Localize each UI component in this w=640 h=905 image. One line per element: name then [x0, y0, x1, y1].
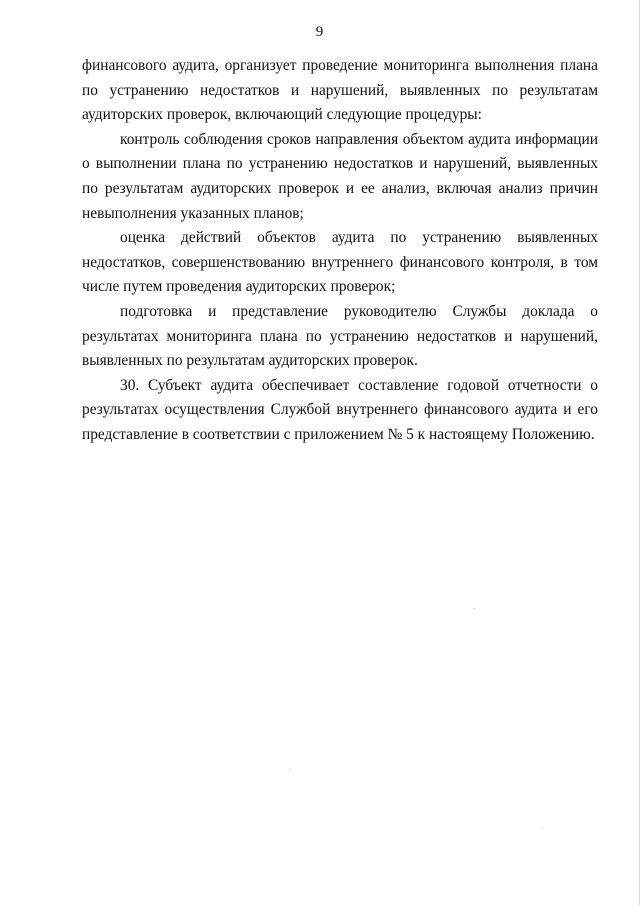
paragraph-procedure-report: подготовка и представление руководителю Службы доклада о результатах мониторинга плана по устранению недостатков и нарушений, выявленных по результатам аудиторских проверок.: [82, 302, 598, 370]
paragraph-procedure-assessment: оценка действий объектов аудита по устранению выявленных недостатков, совершенствованию внутреннего финансового контроля, в том числе путем проведения аудиторских проверок;: [82, 229, 598, 296]
document-body: [82, 54, 598, 448]
paragraph-procedure-deadline-control: контроль соблюдения сроков направления объектом аудита информации о выполнении плана по устранению недостатков и нарушений, выявленных по результатам аудиторских проверок и ее анализ, включая анализ причин невыполнения указанных планов;: [82, 130, 598, 222]
scan-speck: [474, 608, 475, 609]
paragraph-continuation: финансового аудита, организует проведение мониторинга выполнения плана по устранению недостатков и нарушений, выявленных по результатам аудиторских проверок, включающий следующие процедуры:: [82, 57, 598, 124]
paragraph-item-30: 30. Субъект аудита обеспечивает составление годовой отчетности о результатах осуществления Службой внутреннего финансового аудита и его представление в соответствии с приложением № 5 к настоящему Положению.: [82, 376, 598, 443]
page-number: 9: [315, 24, 324, 40]
scan-speck: [541, 828, 542, 829]
scan-speck: [290, 770, 291, 771]
